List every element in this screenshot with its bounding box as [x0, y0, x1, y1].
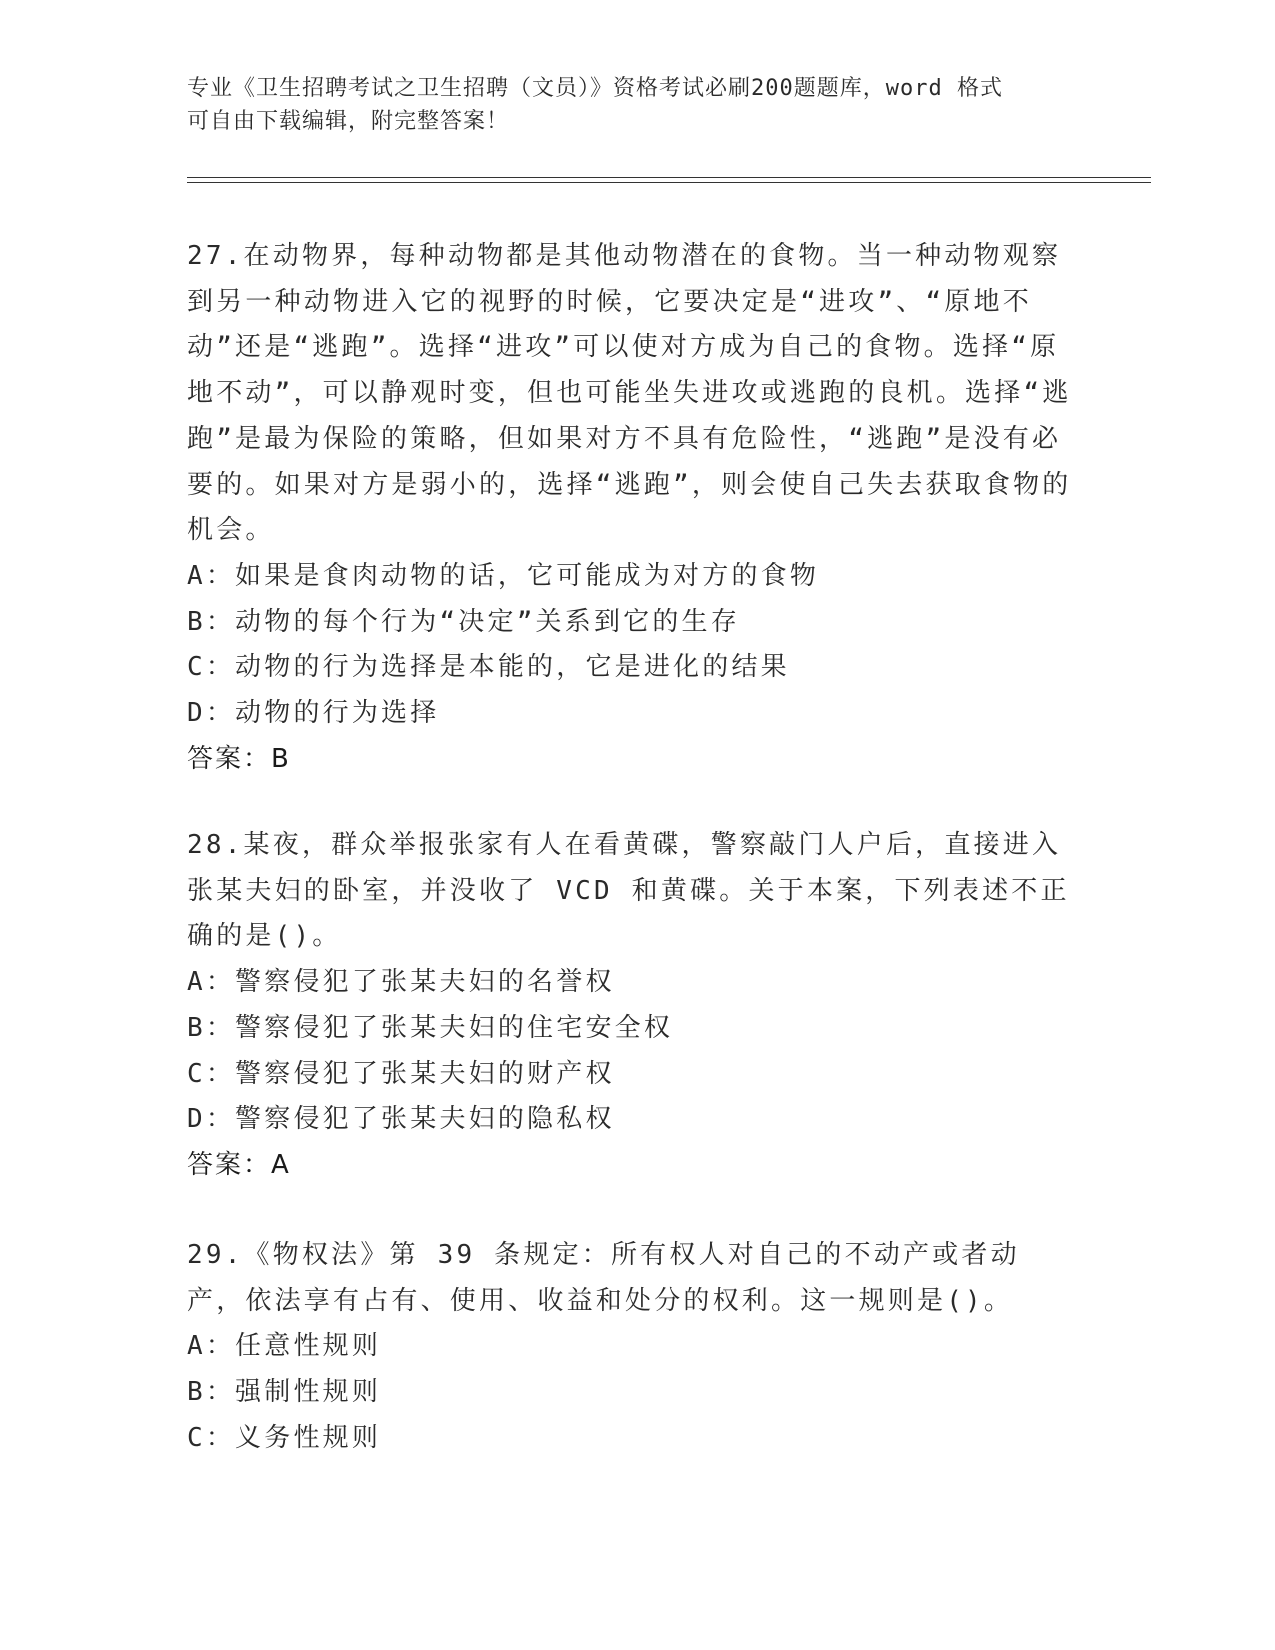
header-line-2: 可自由下载编辑，附完整答案！: [187, 109, 510, 134]
answer: 答案：B: [187, 743, 291, 774]
option-a: A：如果是食肉动物的话，它可能成为对方的食物: [187, 560, 820, 591]
option-d: D：动物的行为选择: [187, 698, 440, 729]
option-c: C：义务性规则: [187, 1422, 382, 1453]
answer: 答案：A: [187, 1149, 291, 1180]
document-header: [187, 72, 1087, 138]
option-b: B：动物的每个行为“决定”关系到它的生存: [187, 606, 740, 637]
option-b: B：强制性规则: [187, 1377, 382, 1408]
option-c: C：动物的行为选择是本能的，它是进化的结果: [187, 652, 790, 683]
question-28: [187, 823, 1072, 1189]
question-stem: 27.在动物界，每种动物都是其他动物潜在的食物。当一种动物观察到另一种动物进入它的视野的时候，它要决定是“进攻”、“原地不动”还是“逃跑”。选择“进攻”可以使对方成为自己的食物。选择“原地不动”，可以静观时变，但也可能坐失进攻或逃跑的良机。选择“逃跑”是最为保险的策略，但如果对方不具有危险性，“逃跑”是没有必要的。如果对方是弱小的，选择“逃跑”，则会使自己失去获取食物的机会。: [187, 241, 1072, 546]
question-stem: 28.某夜，群众举报张家有人在看黄碟，警察敲门人户后，直接进入张某夫妇的卧室，并没收了 VCD 和黄碟。关于本案，下列表述不正确的是()。: [187, 830, 1070, 952]
question-stem: 29.《物权法》第 39 条规定：所有权人对自己的不动产或者动产，依法享有占有、使用、收益和处分的权利。这一规则是()。: [187, 1240, 1020, 1316]
header-line-1: 专业《卫生招聘考试之卫生招聘（文员）》资格考试必刷200题题库，word 格式: [187, 76, 1003, 101]
option-b: B：警察侵犯了张某夫妇的住宅安全权: [187, 1012, 674, 1043]
header-divider-bottom: [187, 182, 1151, 183]
header-divider-top: [187, 177, 1151, 178]
option-d: D：警察侵犯了张某夫妇的隐私权: [187, 1104, 615, 1135]
question-29: [187, 1233, 1072, 1462]
option-c: C：警察侵犯了张某夫妇的财产权: [187, 1058, 615, 1089]
question-27: [187, 234, 1072, 782]
option-a: A：警察侵犯了张某夫妇的名誉权: [187, 967, 615, 998]
option-a: A：任意性规则: [187, 1331, 382, 1362]
